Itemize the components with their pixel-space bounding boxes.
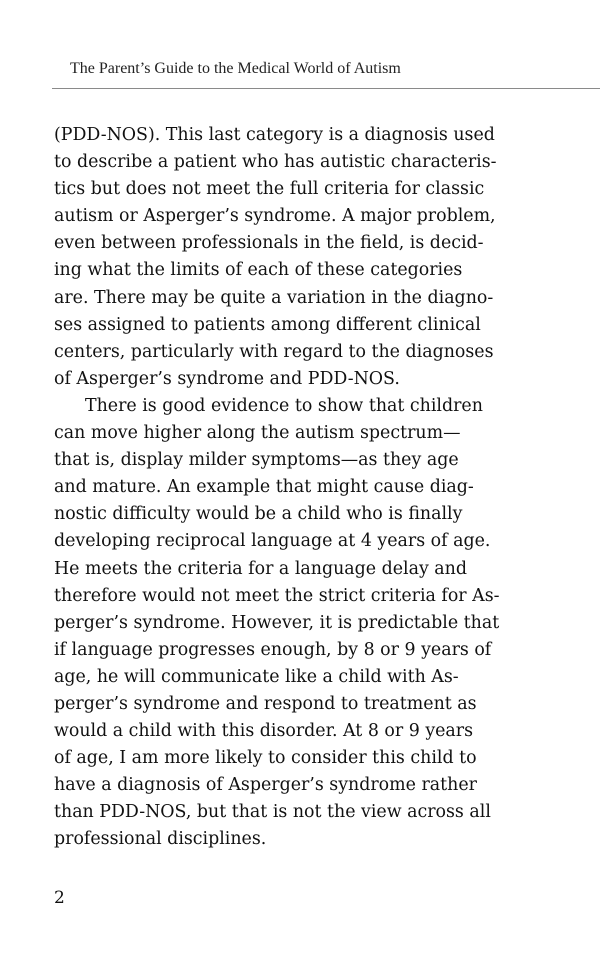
text-line: ses assigned to patients among different clinical <box>54 314 481 335</box>
text-line: tics but does not meet the full criteria for classic <box>54 179 485 200</box>
text-line: developing reciprocal language at 4 years of age. <box>54 531 491 552</box>
text-line: (PDD-NOS). This last category is a diagnosis used <box>54 125 495 145</box>
text-line: and mature. An example that might cause diag- <box>54 477 474 498</box>
text-line: autism or Asperger’s syndrome. A major problem, <box>54 206 496 227</box>
text-line: even between professionals in the field, is decid- <box>54 233 484 254</box>
text-line: nostic difficulty would be a child who is finally <box>54 504 463 525</box>
text-line: ing what the limits of each of these categories <box>54 260 463 281</box>
text-line: of age, I am more likely to consider this child to <box>54 748 477 769</box>
page-number: 2 <box>54 888 65 908</box>
text-line: centers, particularly with regard to the diagnoses <box>54 341 494 362</box>
text-line: to describe a patient who has autistic characteris- <box>54 152 497 173</box>
text-line: that is, display milder symptoms—as they age <box>54 450 459 471</box>
body-text <box>54 122 524 854</box>
paragraph <box>54 393 524 854</box>
text-line: of Asperger’s syndrome and PDD-NOS. <box>54 368 400 389</box>
text-line: would a child with this disorder. At 8 or 9 years <box>54 721 474 742</box>
header-rule <box>52 88 600 89</box>
text-line: professional disciplines. <box>54 829 267 850</box>
text-line: if language progresses enough, by 8 or 9 years of <box>54 639 492 660</box>
text-line: He meets the criteria for a language delay and <box>54 558 468 579</box>
text-line: There is good evidence to show that children <box>85 395 483 416</box>
text-line: perger’s syndrome and respond to treatment as <box>54 693 477 714</box>
paragraph <box>54 122 524 393</box>
running-head: The Parent’s Guide to the Medical World of Autism <box>70 60 401 77</box>
text-line: can move higher along the autism spectrum— <box>54 423 461 444</box>
text-line: have a diagnosis of Asperger’s syndrome rather <box>54 775 477 796</box>
text-line: are. There may be quite a variation in the diagno- <box>54 287 494 308</box>
text-line: than PDD-NOS, but that is not the view across all <box>54 802 491 823</box>
text-line: perger’s syndrome. However, it is predictable that <box>54 612 500 633</box>
text-line: therefore would not meet the strict criteria for As- <box>54 585 500 606</box>
text-line: age, he will communicate like a child with As- <box>54 666 459 687</box>
